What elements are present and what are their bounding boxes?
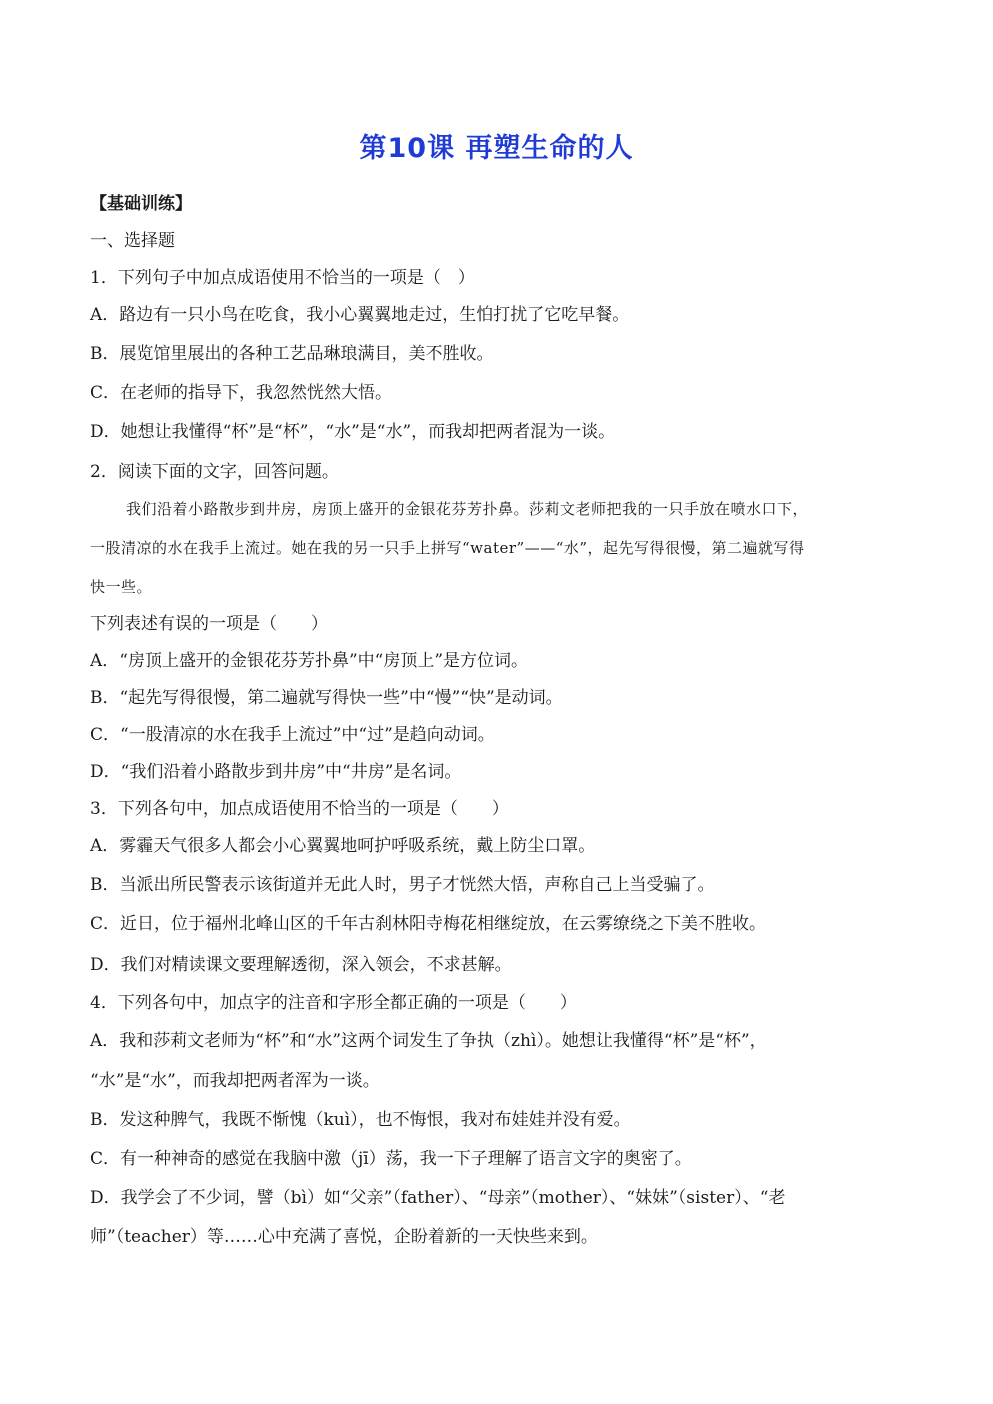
q3-option-b: B．当派出所民警表示该街道并无此人时，男子才恍然大悟，声称自己上当受骗了。 (90, 875, 715, 895)
part-heading: 一、选择题 (90, 231, 175, 251)
q4-stem: 4．下列各句中，加点字的注音和字形全都正确的一项是（ ） (90, 993, 577, 1013)
q1-stem: 1．下列句子中加点成语使用不恰当的一项是（ ） (90, 268, 475, 288)
q2-passage-line-2: 一股清凉的水在我手上流过。她在我的另一只手上拼写“water”——“水”，起先写得很慢，第二遍就写得 (90, 539, 805, 557)
q1-option-b: B．展览馆里展出的各种工艺品琳琅满目，美不胜收。 (90, 344, 494, 364)
q4-option-c: C．有一种神奇的感觉在我脑中激（jī）荡，我一下子理解了语言文字的奥密了。 (90, 1149, 692, 1169)
q3-option-c: C．近日，位于福州北峰山区的千年古刹林阳寺梅花相继绽放，在云雾缭绕之下美不胜收。 (90, 914, 767, 934)
q4-option-d-line-1: D．我学会了不少词，譬（bì）如“父亲”（father）、“母亲”（mother）、“妹妹”（sister）、“老 (90, 1188, 786, 1208)
section-heading: 【基础训练】 (90, 194, 192, 214)
q1-option-d: D．她想让我懂得“杯”是“杯”，“水”是“水”，而我却把两者混为一谈。 (90, 422, 616, 442)
q4-option-d-line-2: 师”（teacher）等……心中充满了喜悦，企盼着新的一天快些来到。 (90, 1227, 598, 1247)
q2-stem: 2．阅读下面的文字，回答问题。 (90, 462, 339, 482)
q2-prompt: 下列表述有误的一项是（ ） (90, 614, 328, 634)
q2-option-b: B．“起先写得很慢，第二遍就写得快一些”中“慢”“快”是动词。 (90, 688, 563, 708)
q3-stem: 3．下列各句中，加点成语使用不恰当的一项是（ ） (90, 799, 509, 819)
q4-option-a-line-2: “水”是“水”，而我却把两者浑为一谈。 (90, 1071, 380, 1091)
q2-passage-line-1: 我们沿着小路散步到井房，房顶上盛开的金银花芬芳扑鼻。莎莉文老师把我的一只手放在喷水口下， (126, 500, 809, 518)
q1-option-a: A．路边有一只小鸟在吃食，我小心翼翼地走过，生怕打扰了它吃早餐。 (90, 305, 630, 325)
q3-option-d: D．我们对精读课文要理解透彻，深入领会，不求甚解。 (90, 955, 512, 975)
q2-option-d: D．“我们沿着小路散步到井房”中“井房”是名词。 (90, 762, 462, 782)
q2-option-a: A．“房顶上盛开的金银花芬芳扑鼻”中“房顶上”是方位词。 (90, 651, 529, 671)
q3-option-a: A．雾霾天气很多人都会小心翼翼地呵护呼吸系统，戴上防尘口罩。 (90, 836, 596, 856)
q4-option-b: B．发这种脾气，我既不惭愧（kuì），也不悔恨，我对布娃娃并没有爱。 (90, 1110, 631, 1130)
q4-option-a-line-1: A．我和莎莉文老师为“杯”和“水”这两个词发生了争执（zhì）。她想让我懂得“杯”是“杯”， (90, 1031, 767, 1051)
lesson-title: 第10课 再塑生命的人 (359, 133, 634, 164)
q1-option-c: C．在老师的指导下，我忽然恍然大悟。 (90, 383, 393, 403)
q2-passage-line-3: 快一些。 (90, 578, 153, 596)
q2-option-c: C．“一股清凉的水在我手上流过”中“过”是趋向动词。 (90, 725, 495, 745)
